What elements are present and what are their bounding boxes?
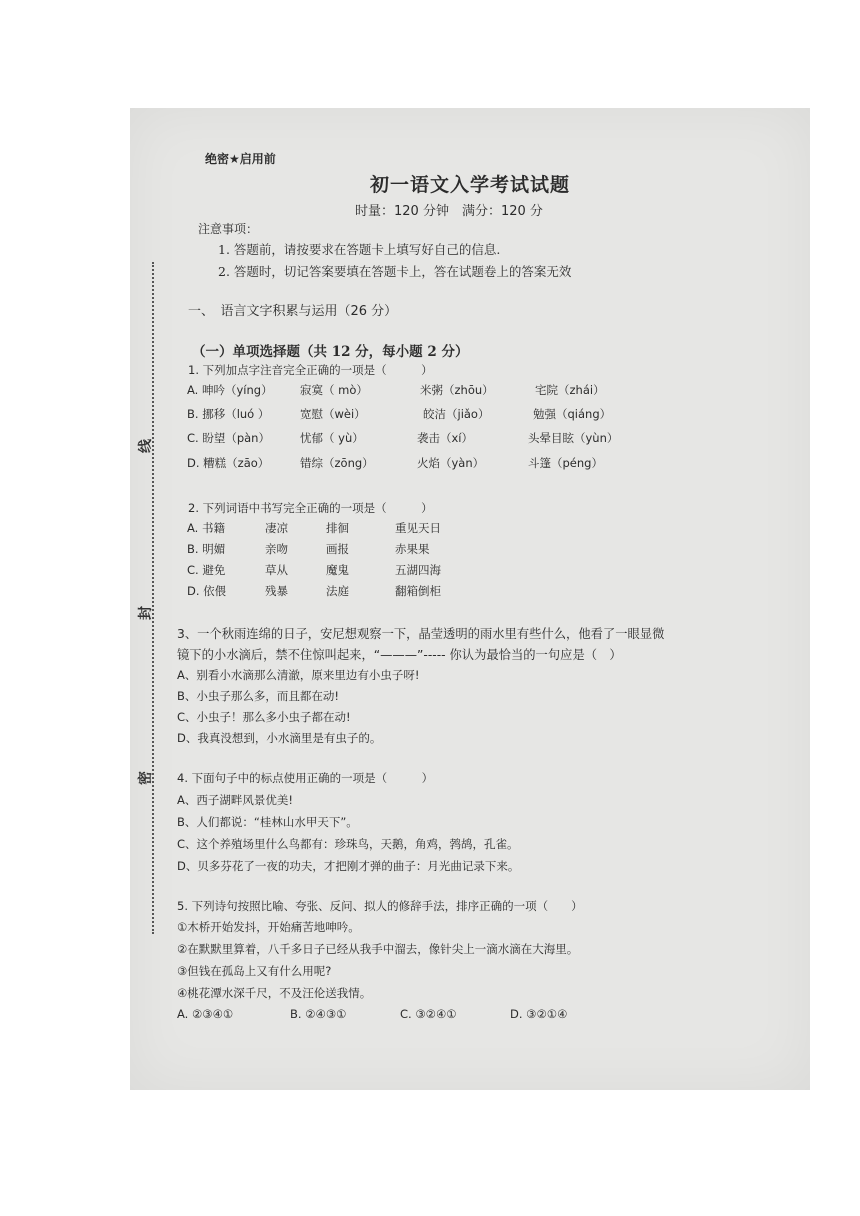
binding-dotted-line — [152, 262, 154, 934]
option-cell: 排徊 — [326, 521, 349, 535]
q5-answer: D. ③②①④ — [510, 1007, 568, 1021]
option-cell: 亲吻 — [265, 542, 288, 556]
option-cell: 赤果果 — [395, 542, 430, 556]
option-cell: C. 避免 — [187, 563, 226, 577]
option-cell: 五湖四海 — [395, 563, 441, 577]
q4-option: D、贝多芬花了一夜的功夫，才把刚才弹的曲子：月光曲记录下来。 — [177, 859, 520, 873]
q4-stem: 4. 下面句子中的标点使用正确的一项是（ ） — [177, 771, 434, 785]
option-cell: A. 呻吟（yíng） — [187, 383, 273, 397]
option-cell: D. 依偎 — [187, 584, 227, 598]
option-cell: 火焰（yàn） — [417, 456, 485, 470]
exam-title: 初一语文入学考试试题 — [369, 174, 570, 196]
margin-line-char: 线 — [138, 439, 154, 453]
notice-label: 注意事项： — [198, 222, 259, 236]
option-cell: 宅院（zhái） — [535, 383, 605, 397]
margin-seal-char: 封 — [138, 606, 154, 620]
option-cell: 勉强（qiáng） — [533, 407, 612, 421]
q5-answer: B. ②④③① — [290, 1007, 347, 1021]
option-cell: 错综（zōng） — [300, 456, 374, 470]
secret-label: 绝密★启用前 — [205, 152, 276, 166]
exam-subtitle: 时量：120 分钟 满分：120 分 — [355, 204, 543, 219]
q3-option: D、我真没想到，小水滴里是有虫子的。 — [177, 731, 382, 745]
q1-stem: 1. 下列加点字注音完全正确的一项是（ ） — [188, 363, 433, 377]
q3-stem-line: 3、一个秋雨连绵的日子，安尼想观察一下，晶莹透明的雨水里有些什么，他看了一眼显微 — [177, 627, 665, 641]
option-cell: 宽慰（wèi） — [300, 407, 366, 421]
option-cell: B. 明媚 — [187, 542, 226, 556]
option-cell: C. 盼望（pàn） — [187, 431, 270, 445]
q5-line: ②在默默里算着，八千多日子已经从我手中溜去，像针尖上一滴水滴在大海里。 — [177, 942, 579, 956]
option-cell: 皎洁（jiǎo） — [423, 407, 490, 421]
q4-option: B、人们都说：“桂林山水甲天下”。 — [177, 815, 358, 829]
q4-option: A、西子湖畔风景优美! — [177, 793, 293, 807]
q5-line: ③但钱在孤岛上又有什么用呢? — [177, 964, 332, 978]
option-cell: A. 书籍 — [187, 521, 225, 535]
option-cell: 头晕目眩（yùn） — [528, 431, 619, 445]
section-heading: 一、 语言文字积累与运用（26 分） — [188, 304, 398, 319]
option-cell: 斗篷（péng） — [528, 456, 603, 470]
option-cell: 翻箱倒柜 — [395, 584, 441, 598]
q5-stem: 5. 下列诗句按照比喻、夸张、反问、拟人的修辞手法，排序正确的一项（ ） — [177, 899, 583, 913]
option-cell: D. 糟糕（zāo） — [187, 456, 270, 470]
option-cell: 忧郁（ yù） — [300, 431, 364, 445]
q5-line: ①木桥开始发抖，开始痛苦地呻吟。 — [177, 920, 360, 934]
option-cell: B. 挪移（luó ） — [187, 407, 270, 421]
option-cell: 草从 — [265, 563, 288, 577]
notice-item: 1. 答题前，请按要求在答题卡上填写好自己的信息. — [218, 242, 501, 257]
notice-item: 2. 答题时，切记答案要填在答题卡上，答在试题卷上的答案无效 — [218, 264, 572, 279]
q5-line: ④桃花潭水深千尺，不及汪伦送我情。 — [177, 986, 372, 1000]
q3-option: C、小虫子！那么多小虫子都在动! — [177, 710, 351, 724]
option-cell: 重见天日 — [395, 521, 441, 535]
option-cell: 画报 — [326, 542, 349, 556]
q3-option: A、别看小水滴那么清澈，原来里边有小虫子呀! — [177, 668, 420, 682]
option-cell: 袭击（xí） — [417, 431, 474, 445]
q5-answer: A. ②③④① — [177, 1007, 234, 1021]
option-cell: 米粥（zhōu） — [420, 383, 494, 397]
option-cell: 法庭 — [326, 584, 349, 598]
option-cell: 魔鬼 — [326, 563, 349, 577]
option-cell: 凄凉 — [265, 521, 288, 535]
margin-secret-char: 密 — [138, 771, 154, 785]
option-cell: 残暴 — [265, 584, 288, 598]
q5-answer: C. ③②④① — [400, 1007, 457, 1021]
q2-stem: 2. 下列词语中书写完全正确的一项是（ ） — [188, 501, 433, 515]
exam-paper — [130, 108, 810, 1090]
q3-stem-line: 镜下的小水滴后，禁不住惊叫起来，“———”----- 你认为最恰当的一句应是（ ） — [177, 648, 622, 662]
q3-option: B、小虫子那么多，而且都在动! — [177, 689, 339, 703]
subsection-heading: （一）单项选择题（共 12 分，每小题 2 分） — [192, 344, 469, 360]
option-cell: 寂寞（ mò） — [300, 383, 368, 397]
q4-option: C、这个养殖场里什么鸟都有：珍珠鸟，天鹅，角鸡，鹁鸪，孔雀。 — [177, 837, 519, 851]
